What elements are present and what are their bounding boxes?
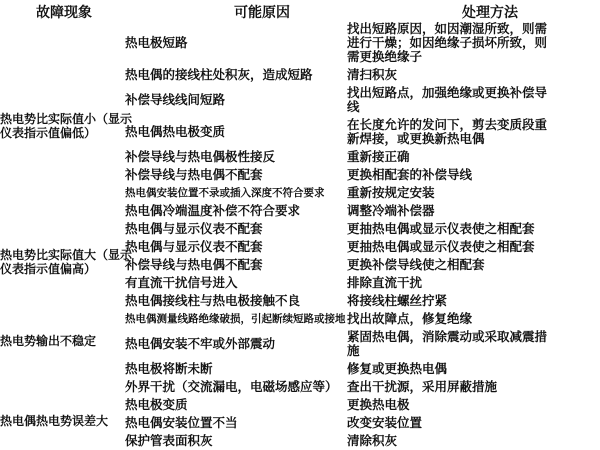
remedy-cell: 更抽热电偶或显示仪表使之相配套 (347, 222, 535, 236)
remedy-cell: 找出故障点，修复绝缘 (347, 312, 473, 326)
table-row (125, 118, 563, 146)
cause-cell: 热电极变质 (125, 398, 188, 412)
cause-cell: 热电偶与显示仪表不配套 (125, 222, 263, 236)
table-row (125, 168, 563, 182)
cause-cell: 热电偶热电极变质 (125, 125, 226, 139)
table-row (125, 22, 563, 64)
table-row (125, 68, 563, 82)
remedy-cell: 重新接正确 (347, 150, 410, 164)
remedy-cell: 找出短路原因，如因潮湿所致，则需进行干燥；如因绝缘子损坏所致，则需更换绝缘子 (347, 22, 548, 64)
cause-cell: 有直流干扰信号进入 (125, 276, 238, 290)
column-header-remedy: 处理方法 (462, 4, 518, 20)
table-row (125, 222, 563, 236)
remedy-cell: 排除直流干扰 (347, 276, 423, 290)
cause-cell: 热电偶安装位置不当 (125, 416, 238, 430)
remedy-cell: 清除积灰 (347, 434, 398, 448)
table-row (125, 258, 563, 272)
table-row (125, 240, 563, 254)
table-row (125, 312, 563, 326)
fault-group-label-unstable-output: 热电势输出不稳定 (0, 334, 97, 348)
cause-cell: 补偿导线与热电偶不配套 (125, 258, 263, 272)
table-body (125, 22, 563, 450)
remedy-cell: 清扫积灰 (347, 68, 398, 82)
table-row (125, 276, 563, 290)
cause-cell: 补偿导线线间短路 (125, 93, 226, 107)
table-row (125, 204, 563, 218)
column-header-fault: 故障现象 (36, 4, 92, 20)
table-row (125, 362, 563, 376)
fault-group-label-high-emf: 热电势比实际值大（显示仪表指示值偏高） (0, 248, 133, 276)
table-row (125, 398, 563, 412)
cause-cell: 补偿导线与热电偶不配套 (125, 168, 263, 182)
remedy-cell: 更换补偿导线使之相配套 (347, 258, 485, 272)
remedy-cell: 重新按规定安装 (347, 186, 435, 200)
remedy-cell: 在长度允许的发问下，剪去变质段重新焊接，或更换新热电偶 (347, 118, 548, 146)
remedy-cell: 更抽热电偶或显示仪表使之相配套 (347, 240, 535, 254)
table-row (125, 416, 563, 430)
remedy-cell: 改变安装位置 (347, 416, 423, 430)
remedy-cell: 修复或更换热电偶 (347, 362, 448, 376)
cause-cell: 热电偶冷端温度补偿不符合要求 (125, 204, 301, 218)
cause-cell: 热电极将断未断 (125, 362, 213, 376)
table-row (125, 294, 563, 308)
column-header-cause: 可能原因 (234, 4, 290, 20)
cause-cell: 热电偶测量线路绝缘破损，引起断续短路或接地 (125, 313, 346, 325)
cause-cell: 热电偶安装位置不录或插入深度不符合要求 (125, 187, 325, 199)
cause-cell: 外界干扰（交流漏电，电磁场感应等） (125, 380, 338, 394)
cause-cell: 保护管表面积灰 (125, 434, 213, 448)
remedy-cell: 更换热电极 (347, 398, 410, 412)
remedy-cell: 调整冷端补偿器 (347, 204, 435, 218)
table-row (125, 330, 563, 358)
remedy-cell: 找出短路点，加强绝缘或更换补偿导线 (347, 86, 548, 114)
cause-cell: 热电偶与显示仪表不配套 (125, 240, 263, 254)
cause-cell: 热电极短路 (125, 36, 188, 50)
table-row (125, 186, 563, 200)
remedy-cell: 紧固热电偶，消除震动或采取减震措施 (347, 330, 548, 358)
remedy-cell: 更换相配套的补偿导线 (347, 168, 473, 182)
cause-cell: 热电偶的接线柱处积灰，造成短路 (125, 68, 313, 82)
remedy-cell: 查出干扰源，采用屏蔽措施 (347, 380, 498, 394)
table-row (125, 434, 563, 448)
fault-group-label-large-error: 热电偶热电势误差大 (0, 414, 109, 428)
fault-group-label-low-emf: 热电势比实际值小（显示仪表指示值偏低） (0, 112, 133, 140)
cause-cell: 补偿导线与热电偶极性接反 (125, 150, 276, 164)
table-row (125, 150, 563, 164)
remedy-cell: 将接线柱螺丝拧紧 (347, 294, 448, 308)
cause-cell: 热电偶安装不牢或外部震动 (125, 337, 276, 351)
cause-cell: 热电偶接线柱与热电极接触不良 (125, 294, 301, 308)
table-row (125, 380, 563, 394)
table-row (125, 86, 563, 114)
